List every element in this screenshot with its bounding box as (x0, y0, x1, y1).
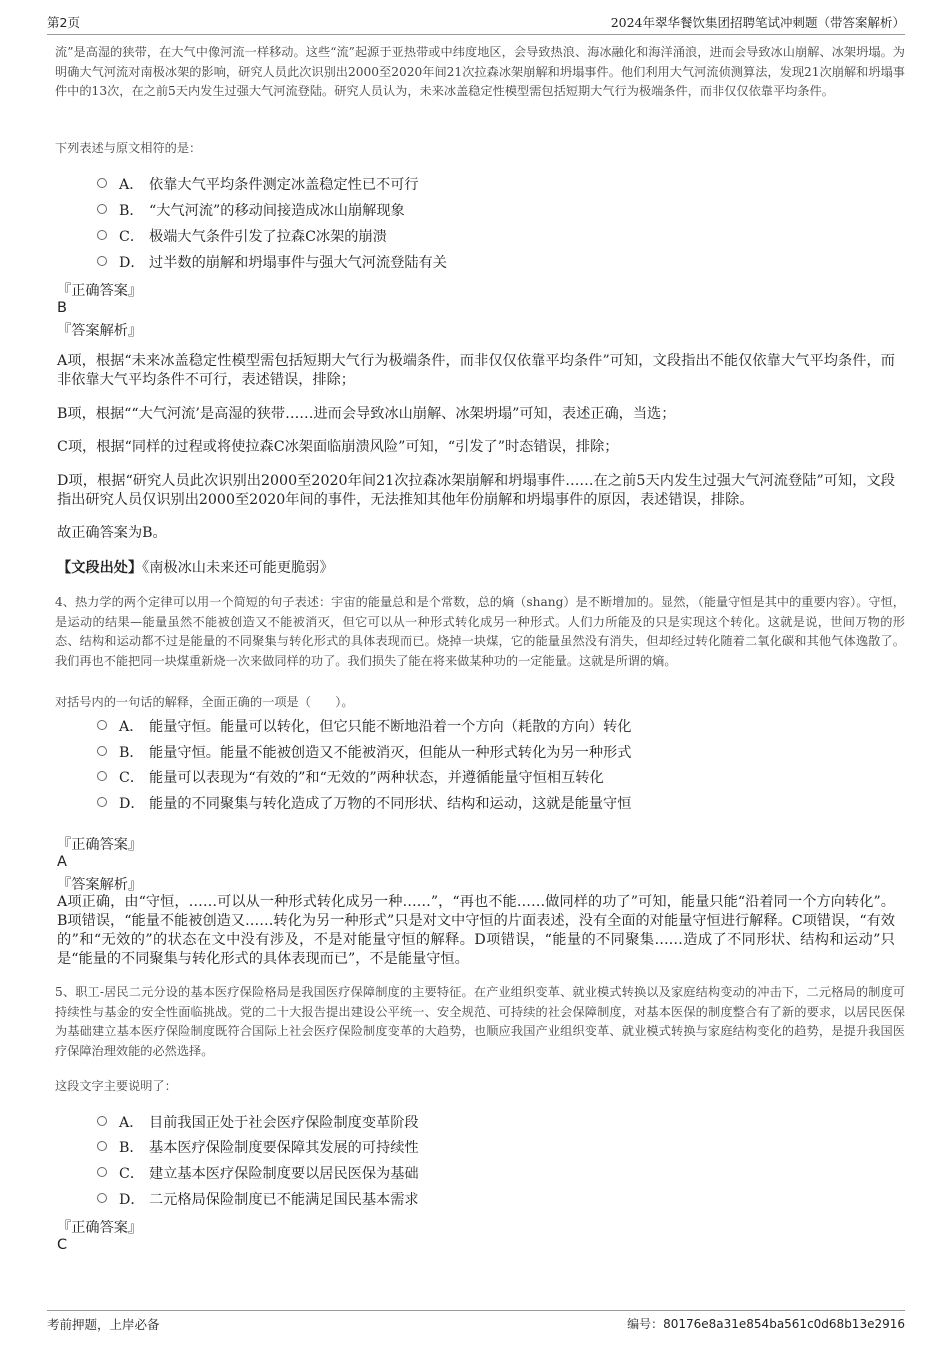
radio-icon[interactable] (97, 1116, 107, 1126)
radio-icon[interactable] (97, 1167, 107, 1177)
q5-answer-label: 『正确答案』 (57, 1220, 143, 1236)
q3-option-a[interactable]: A． 依靠大气平均条件测定冰盖稳定性已不可行 (97, 174, 419, 194)
q4-passage: 4、热力学的两个定律可以用一个简短的句子表述：宇宙的能量总和是个常数，总的熵（shang）是不断增加的。显然，（能量守恒是其中的重要内容）。守恒，是运动的结果—能量虽然不能被创造又不能被消灭，但它可以从一种形式转化成另一种形式。人们力所能及的只是实现这个转化。这就是说，世间万物的形态、结构和运动都不过是能量的不同聚集与转化形式的具体表现而已。烧掉一块煤，它的能量虽然没有消失，但却经过转化随着二氧化碳和其他气体逸散了。我们再也不能把同一块煤重新烧一次来做同样的功了。我们损失了能在将来做某种功的一定能量。这就是所谓的熵。 (55, 595, 905, 668)
footer-serial: 编号：80176e8a31e854ba561c0d68b13e2916 (627, 1317, 905, 1331)
q5-option-c[interactable]: C． 建立基本医疗保险制度要以居民医保为基础 (97, 1163, 419, 1183)
q4-analysis-label: 『答案解析』 (57, 877, 143, 893)
q5-stem: 这段文字主要说明了： (55, 1079, 177, 1093)
document-title: 2024年翠华餐饮集团招聘笔试冲刺题（带答案解析） (610, 15, 905, 30)
q4-option-a[interactable]: A． 能量守恒。能量可以转化，但它只能不断地沿着一个方向（耗散的方向）转化 (97, 716, 631, 736)
source-title: 《南极冰山未来还可能更脆弱》 (142, 560, 334, 576)
radio-icon[interactable] (97, 230, 107, 240)
q3-option-c[interactable]: C． 极端大气条件引发了拉森C冰架的崩溃 (97, 226, 387, 246)
q5-answer: C (57, 1237, 68, 1253)
q3-analysis-label: 『答案解析』 (57, 323, 143, 339)
radio-icon[interactable] (97, 256, 107, 266)
q5-option-a[interactable]: A． 目前我国正处于社会医疗保险制度变革阶段 (97, 1112, 419, 1132)
radio-icon[interactable] (97, 204, 107, 214)
q3-source (57, 557, 334, 577)
q3-analysis-d: D项，根据“研究人员此次识别出2000至2020年间21次拉森冰架崩解和坍塌事件……在之前5天内发生过强大气河流登陆”可知，文段指出研究人员仅识别出2000至2020年间的事件，无法推知其他年份崩解和坍塌事件的原因，表述错误，排除。 (57, 473, 895, 508)
q4-answer: A (57, 854, 67, 870)
footer-slogan: 考前押题，上岸必备 (47, 1317, 160, 1332)
q3-option-b[interactable]: B． “大气河流”的移动间接造成冰山崩解现象 (97, 200, 405, 220)
radio-icon[interactable] (97, 720, 107, 730)
q3-answer-label: 『正确答案』 (57, 283, 143, 299)
page-number: 第2页 (47, 15, 80, 30)
q4-option-c[interactable]: C． 能量可以表现为“有效的”和“无效的”两种状态，并遵循能量守恒相互转化 (97, 767, 604, 787)
q4-stem: 对括号内的一句话的解释，全面正确的一项是（ ）。 (55, 695, 354, 709)
source-label: 【文段出处】 (57, 560, 143, 576)
q5-passage: 5、职工-居民二元分设的基本医疗保险格局是我国医疗保障制度的主要特征。在产业组织变革、就业模式转换以及家庭结构变动的冲击下，二元格局的制度可持续性与基金的安全性面临挑战。党的二十大报告提出建设公平统一、安全规范、可持续的社会保障制度，对基本医保的制度整合有了新的要求，以居民医保为基础建立基本医疗保险制度既符合国际上社会医疗保险制度变革的大趋势，也顺应我国产业组织变革、就业模式转换与家庭结构变化的趋势，是提升我国医疗保障治理效能的必然选择。 (55, 985, 905, 1058)
radio-icon[interactable] (97, 746, 107, 756)
radio-icon[interactable] (97, 1141, 107, 1151)
q4-option-b[interactable]: B． 能量守恒。能量不能被创造又不能被消灭，但能从一种形式转化为另一种形式 (97, 742, 631, 762)
q4-option-d[interactable]: D． 能量的不同聚集与转化造成了万物的不同形状、结构和运动，这就是能量守恒 (97, 793, 631, 813)
q3-answer: B (57, 300, 67, 316)
q3-stem: 下列表述与原文相符的是： (55, 141, 202, 155)
q5-option-b[interactable]: B． 基本医疗保险制度要保障其发展的可持续性 (97, 1137, 419, 1157)
header-divider (47, 34, 905, 35)
q4-answer-label: 『正确答案』 (57, 837, 143, 853)
footer-divider (47, 1310, 905, 1311)
q3-conclusion: 故正确答案为B。 (57, 525, 167, 541)
q3-analysis-a: A项，根据“未来冰盖稳定性模型需包括短期大气行为极端条件，而非仅仅依靠平均条件”可知，文段指出不能仅依靠大气平均条件，而非依靠大气平均条件不可行，表述错误，排除； (57, 353, 895, 388)
radio-icon[interactable] (97, 771, 107, 781)
radio-icon[interactable] (97, 178, 107, 188)
q5-option-d[interactable]: D． 二元格局保险制度已不能满足国民基本需求 (97, 1189, 419, 1209)
q3-analysis-c: C项，根据“同样的过程或将使拉森C冰架面临崩溃风险”可知，“引发了”时态错误，排除； (57, 439, 619, 455)
q3-analysis-b: B项，根据““大气河流’是高湿的狭带……进而会导致冰山崩解、冰架坍塌”可知，表述正确，当选； (57, 406, 676, 422)
q4-analysis: A项正确，由“守恒，……可以从一种形式转化成另一种……”，“再也不能……做同样的功了”可知，能量只能“沿着同一个方向转化”。B项错误，“能量不能被创造又……转化为另一种形式”只是对文中守恒的片面表述，没有全面的对能量守恒进行解释。C项错误，“有效的”和“无效的”的状态在文中没有涉及，不是对能量守恒的解释。D项错误，“能量的不同聚集……造成了不同形状、结构和运动”只是“能量的不同聚集与转化形式的具体表现而已”，不是能量守恒。 (57, 894, 895, 967)
radio-icon[interactable] (97, 797, 107, 807)
q3-option-d[interactable]: D． 过半数的崩解和坍塌事件与强大气河流登陆有关 (97, 252, 447, 272)
q3-passage: 流”是高湿的狭带，在大气中像河流一样移动。这些“流”起源于亚热带或中纬度地区，会导致热浪、海冰融化和海洋涌浪，进而会导致冰山崩解、冰架坍塌。为明确大气河流对南极冰架的影响，研究人员此次识别出2000至2020年间21次拉森冰架崩解和坍塌事件。他们利用大气河流侦测算法，发现21次崩解和坍塌事件中的13次，在之前5天内发生过强大气河流登陆。研究人员认为，未来冰盖稳定性模型需包括短期大气行为极端条件，而非仅仅依靠平均条件。 (55, 45, 905, 98)
radio-icon[interactable] (97, 1193, 107, 1203)
